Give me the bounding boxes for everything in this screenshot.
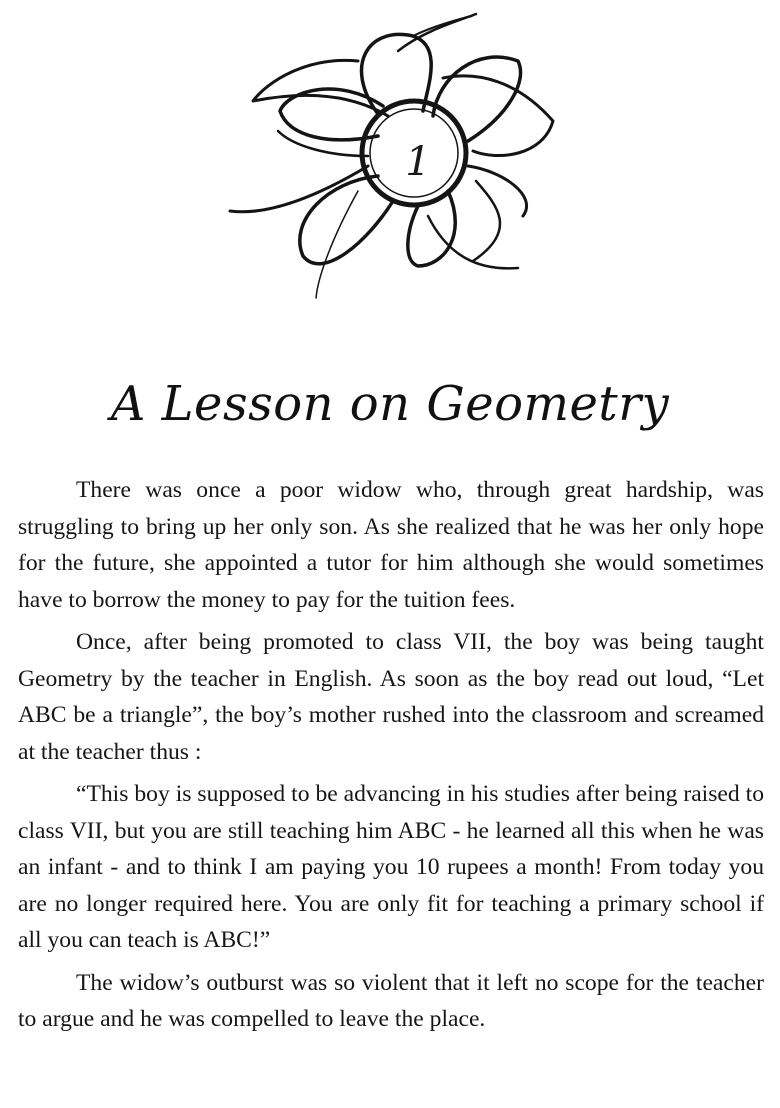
paragraph: “This boy is supposed to be advancing in his studies after being raised to class VII, but you are still teaching him ABC - he learned all this when he was an infant - and to think I am paying you 10 rupees a month! From today you are no longer required here. You are only fit for teaching a primary school if all you can teach is ABC!” [18, 781, 764, 953]
paragraph: There was once a poor widow who, through great hardship, was struggling to bring up her only son. As she realized that he was her only hope for the future, she appointed a tutor for him although she would sometimes have to borrow the money to pay for the tuition fees. [18, 477, 764, 613]
chapter-number: 1 [405, 139, 431, 185]
chapter-title: A Lesson on Geometry [110, 376, 670, 432]
story-text [18, 472, 764, 1044]
paragraph: The widow’s outburst was so violent that it left no scope for the teacher to argue and he was compelled to leave the place. [18, 969, 764, 1032]
paragraph: Once, after being promoted to class VII, the boy was being taught Geometry by the teacher in English. As soon as the boy read out loud, “Let ABC be a triangle”, the boy’s mother rushed into the classroom and screamed at the teacher thus : [18, 629, 764, 765]
